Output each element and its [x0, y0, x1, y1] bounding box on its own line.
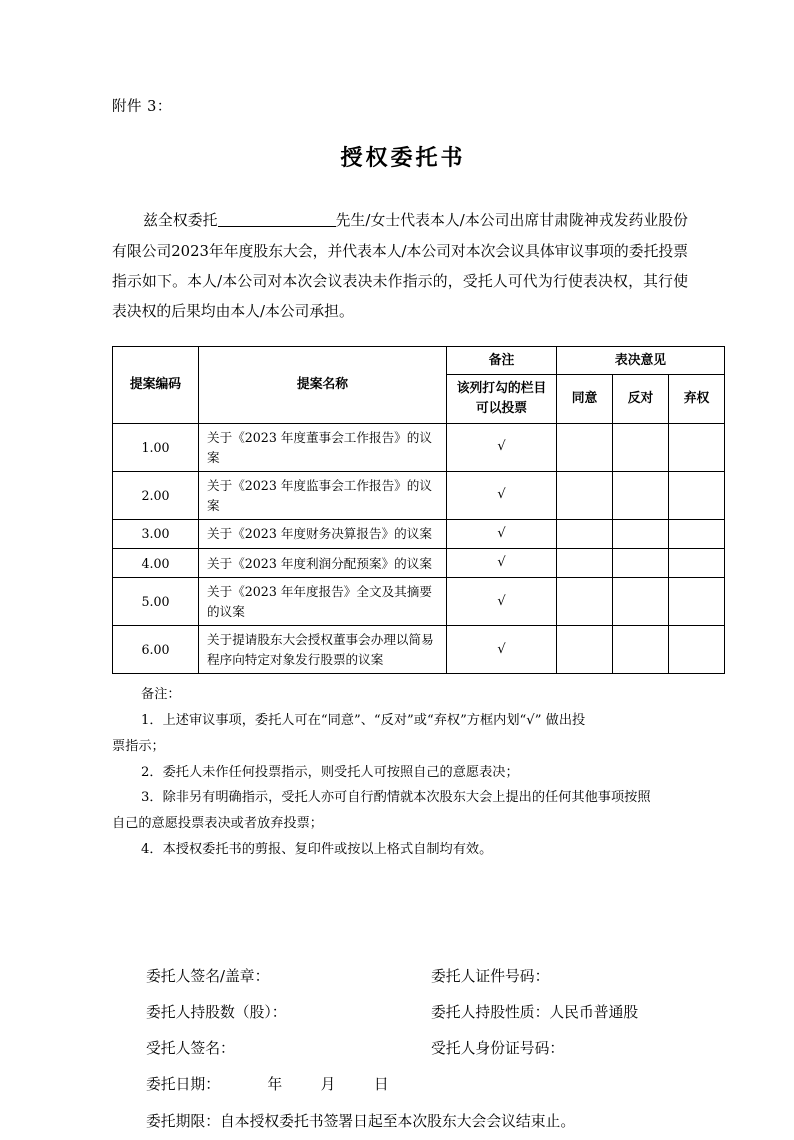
cell-code: 6.00 [113, 626, 199, 674]
checkbox-agree[interactable] [557, 423, 613, 471]
cell-remark-check: √ [447, 549, 557, 578]
notes-heading: 备注： [141, 687, 181, 703]
cell-code: 5.00 [113, 578, 199, 626]
header-proposal-code: 提案编码 [113, 346, 199, 423]
checkbox-agree[interactable] [557, 520, 613, 549]
cell-code: 3.00 [113, 520, 199, 549]
checkbox-abstain[interactable] [669, 626, 725, 674]
signature-row-4 [146, 1067, 694, 1103]
trustee-id-label[interactable]: 受托人身份证号码： [431, 1040, 565, 1058]
cell-code: 4.00 [113, 549, 199, 578]
note-item-3: 3．除非另有明确指示，受托人亦可自行酌情就本次股东大会上提出的任何其他事项按照 [141, 790, 651, 806]
header-abstain: 弃权 [669, 375, 725, 424]
checkbox-abstain[interactable] [669, 578, 725, 626]
checkbox-agree[interactable] [557, 472, 613, 520]
table-header-row-1 [113, 346, 725, 375]
table-row [113, 626, 725, 674]
signature-section [112, 959, 694, 1140]
cell-name: 关于《2023 年度监事会工作报告》的议案 [199, 472, 447, 520]
notes-section [112, 682, 694, 862]
signature-row-2 [146, 995, 694, 1031]
date-month-unit[interactable]: 月 [320, 1076, 336, 1094]
note-item-1: 1．上述审议事项，委托人可在“同意”、“反对”或“弃权”方框内划“√” 做出投 [141, 713, 586, 729]
header-remark-sub: 该列打勾的栏目可以投票 [447, 375, 557, 424]
header-agree: 同意 [557, 375, 613, 424]
header-remark: 备注 [447, 346, 557, 375]
note-item-1-cont: 票指示； [112, 738, 165, 754]
intro-text-part1: 兹全权委托 [143, 212, 218, 230]
checkbox-oppose[interactable] [613, 578, 669, 626]
signature-row-1 [146, 959, 694, 995]
cell-remark-check: √ [447, 626, 557, 674]
table-row [113, 472, 725, 520]
page-title: 授权委托书 [340, 146, 466, 172]
checkbox-agree[interactable] [557, 578, 613, 626]
note-item-2: 2．委托人未作任何投票指示，则受托人可按照自己的意愿表决； [141, 764, 519, 780]
header-vote-opinion: 表决意见 [557, 346, 725, 375]
principal-shares-label[interactable]: 委托人持股数（股）： [146, 1003, 287, 1021]
checkbox-agree[interactable] [557, 549, 613, 578]
table-row [113, 549, 725, 578]
header-oppose: 反对 [613, 375, 669, 424]
signature-row-3 [146, 1031, 694, 1067]
cell-name: 关于《2023 年度董事会工作报告》的议案 [199, 423, 447, 471]
entrust-date-label: 委托日期： [146, 1076, 220, 1094]
cell-remark-check: √ [447, 578, 557, 626]
proposal-vote-table [112, 346, 725, 675]
cell-remark-check: √ [447, 423, 557, 471]
date-year-unit[interactable]: 年 [267, 1076, 283, 1094]
date-day-unit[interactable]: 日 [373, 1076, 389, 1094]
checkbox-abstain[interactable] [669, 472, 725, 520]
cell-name: 关于提请股东大会授权董事会办理以简易程序向特定对象发行股票的议案 [199, 626, 447, 674]
trustee-signature-label[interactable]: 受托人签名： [146, 1040, 235, 1058]
cell-remark-check: √ [447, 472, 557, 520]
checkbox-agree[interactable] [557, 626, 613, 674]
checkbox-oppose[interactable] [613, 423, 669, 471]
cell-code: 2.00 [113, 472, 199, 520]
checkbox-oppose[interactable] [613, 520, 669, 549]
checkbox-abstain[interactable] [669, 520, 725, 549]
name-blank-field[interactable] [218, 226, 336, 227]
header-proposal-name: 提案名称 [199, 346, 447, 423]
principal-id-label[interactable]: 委托人证件号码： [431, 967, 550, 985]
attachment-label: 附件 3： [112, 99, 172, 115]
table-row [113, 578, 725, 626]
checkbox-oppose[interactable] [613, 472, 669, 520]
checkbox-oppose[interactable] [613, 626, 669, 674]
cell-remark-check: √ [447, 520, 557, 549]
table-body [113, 423, 725, 673]
checkbox-abstain[interactable] [669, 423, 725, 471]
principal-signature-label[interactable]: 委托人签名/盖章： [146, 967, 270, 985]
table-row [113, 423, 725, 471]
cell-name: 关于《2023 年度财务决算报告》的议案 [199, 520, 447, 549]
note-item-4: 4．本授权委托书的剪报、复印件或按以上格式自制均有效。 [141, 841, 493, 857]
cell-name: 关于《2023 年度利润分配预案》的议案 [199, 549, 447, 578]
checkbox-abstain[interactable] [669, 549, 725, 578]
table-row [113, 520, 725, 549]
cell-code: 1.00 [113, 423, 199, 471]
entrust-period-text: 委托期限：自本授权委托书签署日起至本次股东大会会议结束止。 [146, 1112, 576, 1130]
note-item-3-cont: 自己的意愿投票表决或者放弃投票； [112, 816, 323, 832]
principal-share-type-label: 委托人持股性质：人民币普通股 [431, 1003, 639, 1021]
cell-name: 关于《2023 年年度报告》全文及其摘要的议案 [199, 578, 447, 626]
intro-text-part2: 先生/女士代表本人/本公司出席甘肃陇神戎发药业股份有限公司2023年年度股东大会，并代表本人/本公司对本次会议具体审议事项的委托投票指示如下。本人/本公司对本次会议表决未作指示的，受托人可代为行使表决权，其行使表决权的后果均由本人/本公司承担。 [112, 212, 688, 321]
checkbox-oppose[interactable] [613, 549, 669, 578]
intro-paragraph [112, 206, 694, 327]
